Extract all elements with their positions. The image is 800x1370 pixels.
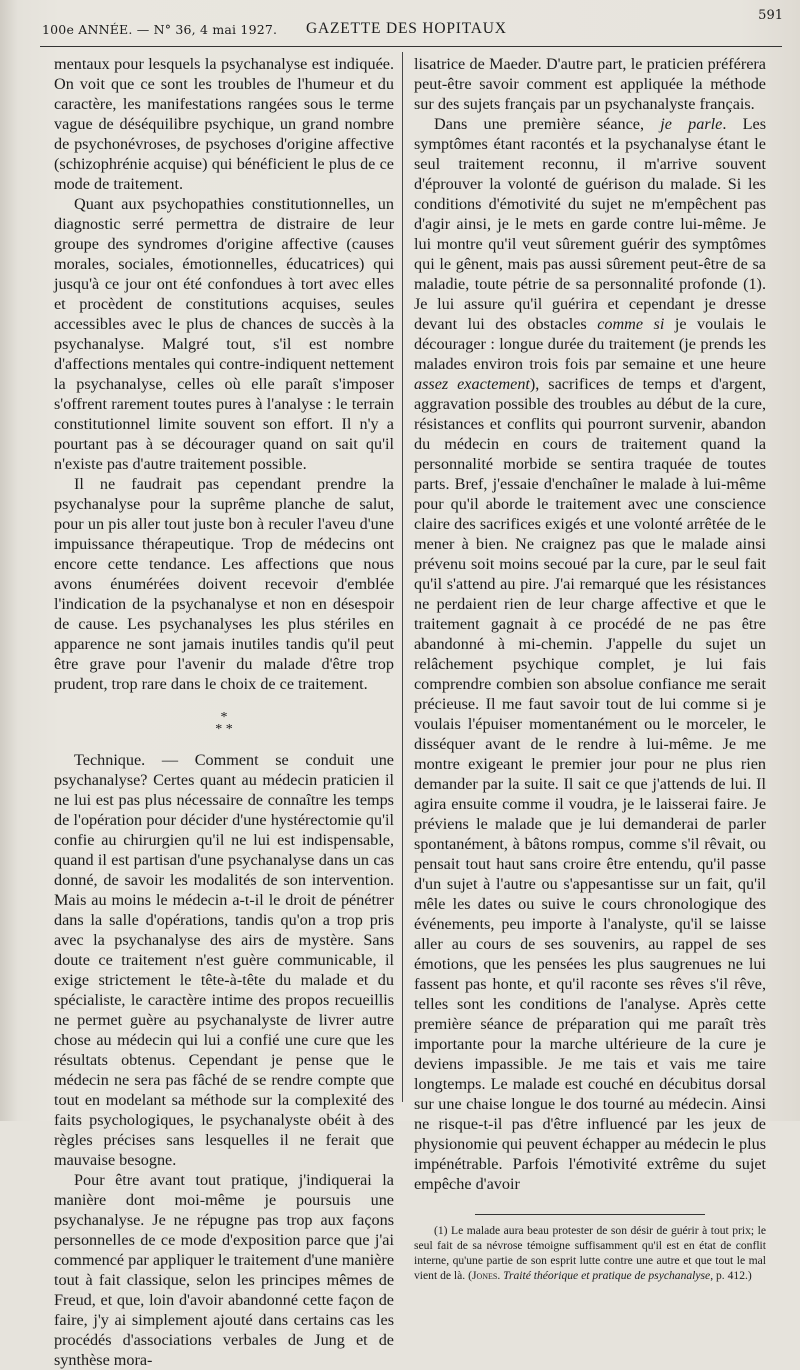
left-column	[54, 54, 394, 1370]
paragraph: Il ne faudrait pas cependant prendre la psychanalyse pour la suprême planche de salut, pour un pis aller tout juste bon à reculer l'aveu d'une impuissance thérapeutique. Trop de médecins ont encore cette tendance. Les affections que nous avons énumérées doivent recevoir d'emblée l'indication de la psychanalyse et non en désespoir de cause. Les psychanalyses les plus stériles en apparence ne sont jamais inutiles tandis qu'il peut être grave pour l'avenir du malade d'être trop prudent, trop rare dans le choix de ce traitement.	[54, 475, 394, 693]
paragraph: Pour être avant tout pratique, j'indiquerai la manière dont moi-même je poursuis une psychanalyse. Je ne répugne pas trop aux façons personnelles de ce mode d'exposition parce que j'ai commencé par appliquer le traitement d'une manière tout à fait classique, selon les principes mêmes de Freud, et que, loin d'avoir abandonné cette façon de faire, j'y ai simplement ajouté dans certains cas les procédés d'associations verbales de Jung et de synthèse mora-	[54, 1171, 395, 1369]
italic-run: assez exactement	[414, 375, 530, 393]
page-number: 591	[758, 8, 783, 23]
footnote	[414, 1223, 766, 1283]
paragraph: Quant aux psychopathies constitutionnelles, un diagnostic serré permettra de distraire de leur groupe des syndromes d'origine affective (causes morales, sociales, émotionnelles, éducatrices) qui jusqu'à ce jour ont été confondues à tort avec elles et procèdent de constitutions acquises, seules accessibles avec le plus de chances de succès à la psychanalyse. Malgré tout, s'il est nombre d'affections mentales qui contre-indiquent nettement la psychanalyse, celles où elle paraît s'imposer s'offrent rarement toutes pures à l'analyse : le terrain constitutionnel limite souvent son effort. Il n'y a pourtant pas à se décourager quand on sait qu'il n'existe pas d'autre traitement possible.	[54, 195, 394, 473]
paragraph: lisatrice de Maeder. D'autre part, le praticien préférera peut-être savoir comment est appliquée la méthode sur des sujets français par un psychanalyste français.	[414, 55, 766, 113]
footnote-text: (1) Le malade aura beau protester de son désir de guérir à tout prix; le seul fait de sa névrose témoigne suffisamment qu'il est en état de conflit interne, qu'une partie de son esprit lutte contre une autre et que tout le mal vient de là. (	[414, 1224, 766, 1282]
paragraph: mentaux pour lesquels la psychanalyse est indiquée. On voit que ce sont les troubles de l'humeur et du caractère, les manifestations rangées sous le terme vague de déséquilibre psychique, un grand nombre de psychonévroses, de psychoses d'origine affective (schizophrénie acquise) qui bénéficient le plus de ce mode de traitement.	[54, 55, 394, 193]
italic-run: je parle	[660, 115, 723, 133]
footnote-sep: .	[497, 1269, 504, 1282]
section-separator: * * *	[215, 710, 233, 737]
text-run: . Les symptômes étant racontés et la psychanalyse étant le seul traitement reconnu, il m'arrive souvent d'éprouver la volonté de guérison du malade. Si les conditions d'émotivité du sujet ne m'empêchent pas d'agir ainsi, je le mets en garde contre lui-même. Je lui montre qu'il veut sûrement guérir des symptômes qui le gênent, mais pas aussi sûrement peut-être de sa maladie, toute pétrie de sa personnalité profonde (1). Je lui assure qu'il guérira et cependant je dresse devant lui des obstacles	[414, 115, 767, 333]
column-divider	[402, 52, 403, 1102]
text-run: ), sacrifices de temps et d'argent, aggravation possible des troubles au début de la cure, résistances et conflits qui pourront survenir, abandon du médecin en cours de traitement quand la personnalité morbide se sentira traquée de toutes parts. Bref, j'essaie d'enchaîner le malade à lui-même pour qu'il aborde le traitement avec une conscience claire des sacrifices exigés et une volonté arrêtée de le mener à bien. Ne craignez pas que le malade ainsi prévenu soit moins secoué par la cure, par le seul fait qu'il s'attend au pire. J'ai remarqué que les résistances ne perdaient rien de leur charge affective et que le traitement gagnait à ce procédé de ne pas être abandonné à mi-chemin. J'appelle du sujet un relâchement psychique complet, je lui fais comprendre combien son absolue confiance me serait précieuse. Il me faut savoir tout de lui comme si je voulais l'épuiser momentanément ou le morceler, le disséquer avant de le rendre à lui-même. Je me montre exigeant le premier jour pour ne plus rien demander par la suite. Il sait ce que j'attends de lui. Il agira ensuite comme il voudra, je le laisserai faire. Je préviens le malade que je lui demanderai de parler spontanément, à bâtons rompus, comme s'il rêvait, ou pensait tout haut sans croire être entendu, qu'il passe d'un sujet à l'autre ou s'appesantisse sur un fait, qu'il mêle les dates ou suive le cours chronologique des événements, peu importe à l'analyste, qu'il se laisse aller au cours de ses souvenirs, au rappel de ses émotions, que les pensées les plus saugrenues ne lui fassent pas honte, et qu'il raconte ses rêves s'il rêve, telles sont les conditions de l'analyse. Après cette première séance de préparation qui me paraît très importante pour la marche ultérieure de la cure je deviens impassible. Je me tais et vais me taire longtemps. Le malade est couché en décubitus dorsal sur une chaise longue le dos tourné au médecin. Ainsi ne risque-t-il pas d'être influencé par les jeux de physionomie qui peuvent échapper au médecin le plus impénétrable. Parfois l'émotivité extrême du sujet empêche d'avoir	[414, 375, 766, 1193]
paragraph-technique: Technique. — Comment se conduit une psychanalyse? Certes quant au médecin praticien il ne lui est pas plus nécessaire de connaître les temps de l'opération pour décider d'une hystérectomie qu'il confie au chirurgien qu'il ne lui est indispensable, quand il est partisan d'une psychanalyse dans un cas donné, de savoir les modalités de son intervention. Mais au moins le médecin a-t-il le droit de pénétrer dans la salle d'opérations, tandis qu'on a trop pris avec la psychanalyse des airs de mystère. Sans doute ce traitement n'est guère communicable, il exige strictement le tête-à-tête du malade et du spécialiste, le caractère intime des propos recueillis ne permet guère au psychanalyste de livrer autre chose au médecin qui lui a confié une cure que les résultats obtenus. Cependant je pense que le médecin ne sera pas fâché de se rendre compte que tout en modelant sa méthode sur la complexité des faits psychologiques, le psychanalyste obéit à des règles précises sans lesquelles il ne ferait que mauvaise besogne.	[54, 751, 394, 1169]
footnote-end: , p. 412.)	[710, 1269, 752, 1282]
right-column	[414, 54, 766, 1283]
footnote-author: Jones	[471, 1269, 498, 1282]
text-run: Dans une première séance,	[434, 115, 661, 133]
footnote-rule	[475, 1214, 705, 1215]
page-header	[28, 8, 783, 42]
issue-line: 100e ANNÉE. — N° 36, 4 mai 1927.	[42, 22, 278, 37]
header-rule	[40, 46, 782, 47]
footnote-title: Traité théorique et pratique de psychanalyse	[503, 1269, 711, 1282]
journal-title: GAZETTE DES HOPITAUX	[306, 20, 507, 37]
paragraph	[414, 114, 766, 1194]
text-run: je voulais le décourager : longue durée du traitement (je prends les malades environ trois fois par semaine et une heure	[414, 315, 767, 373]
italic-run: comme si	[597, 315, 665, 333]
